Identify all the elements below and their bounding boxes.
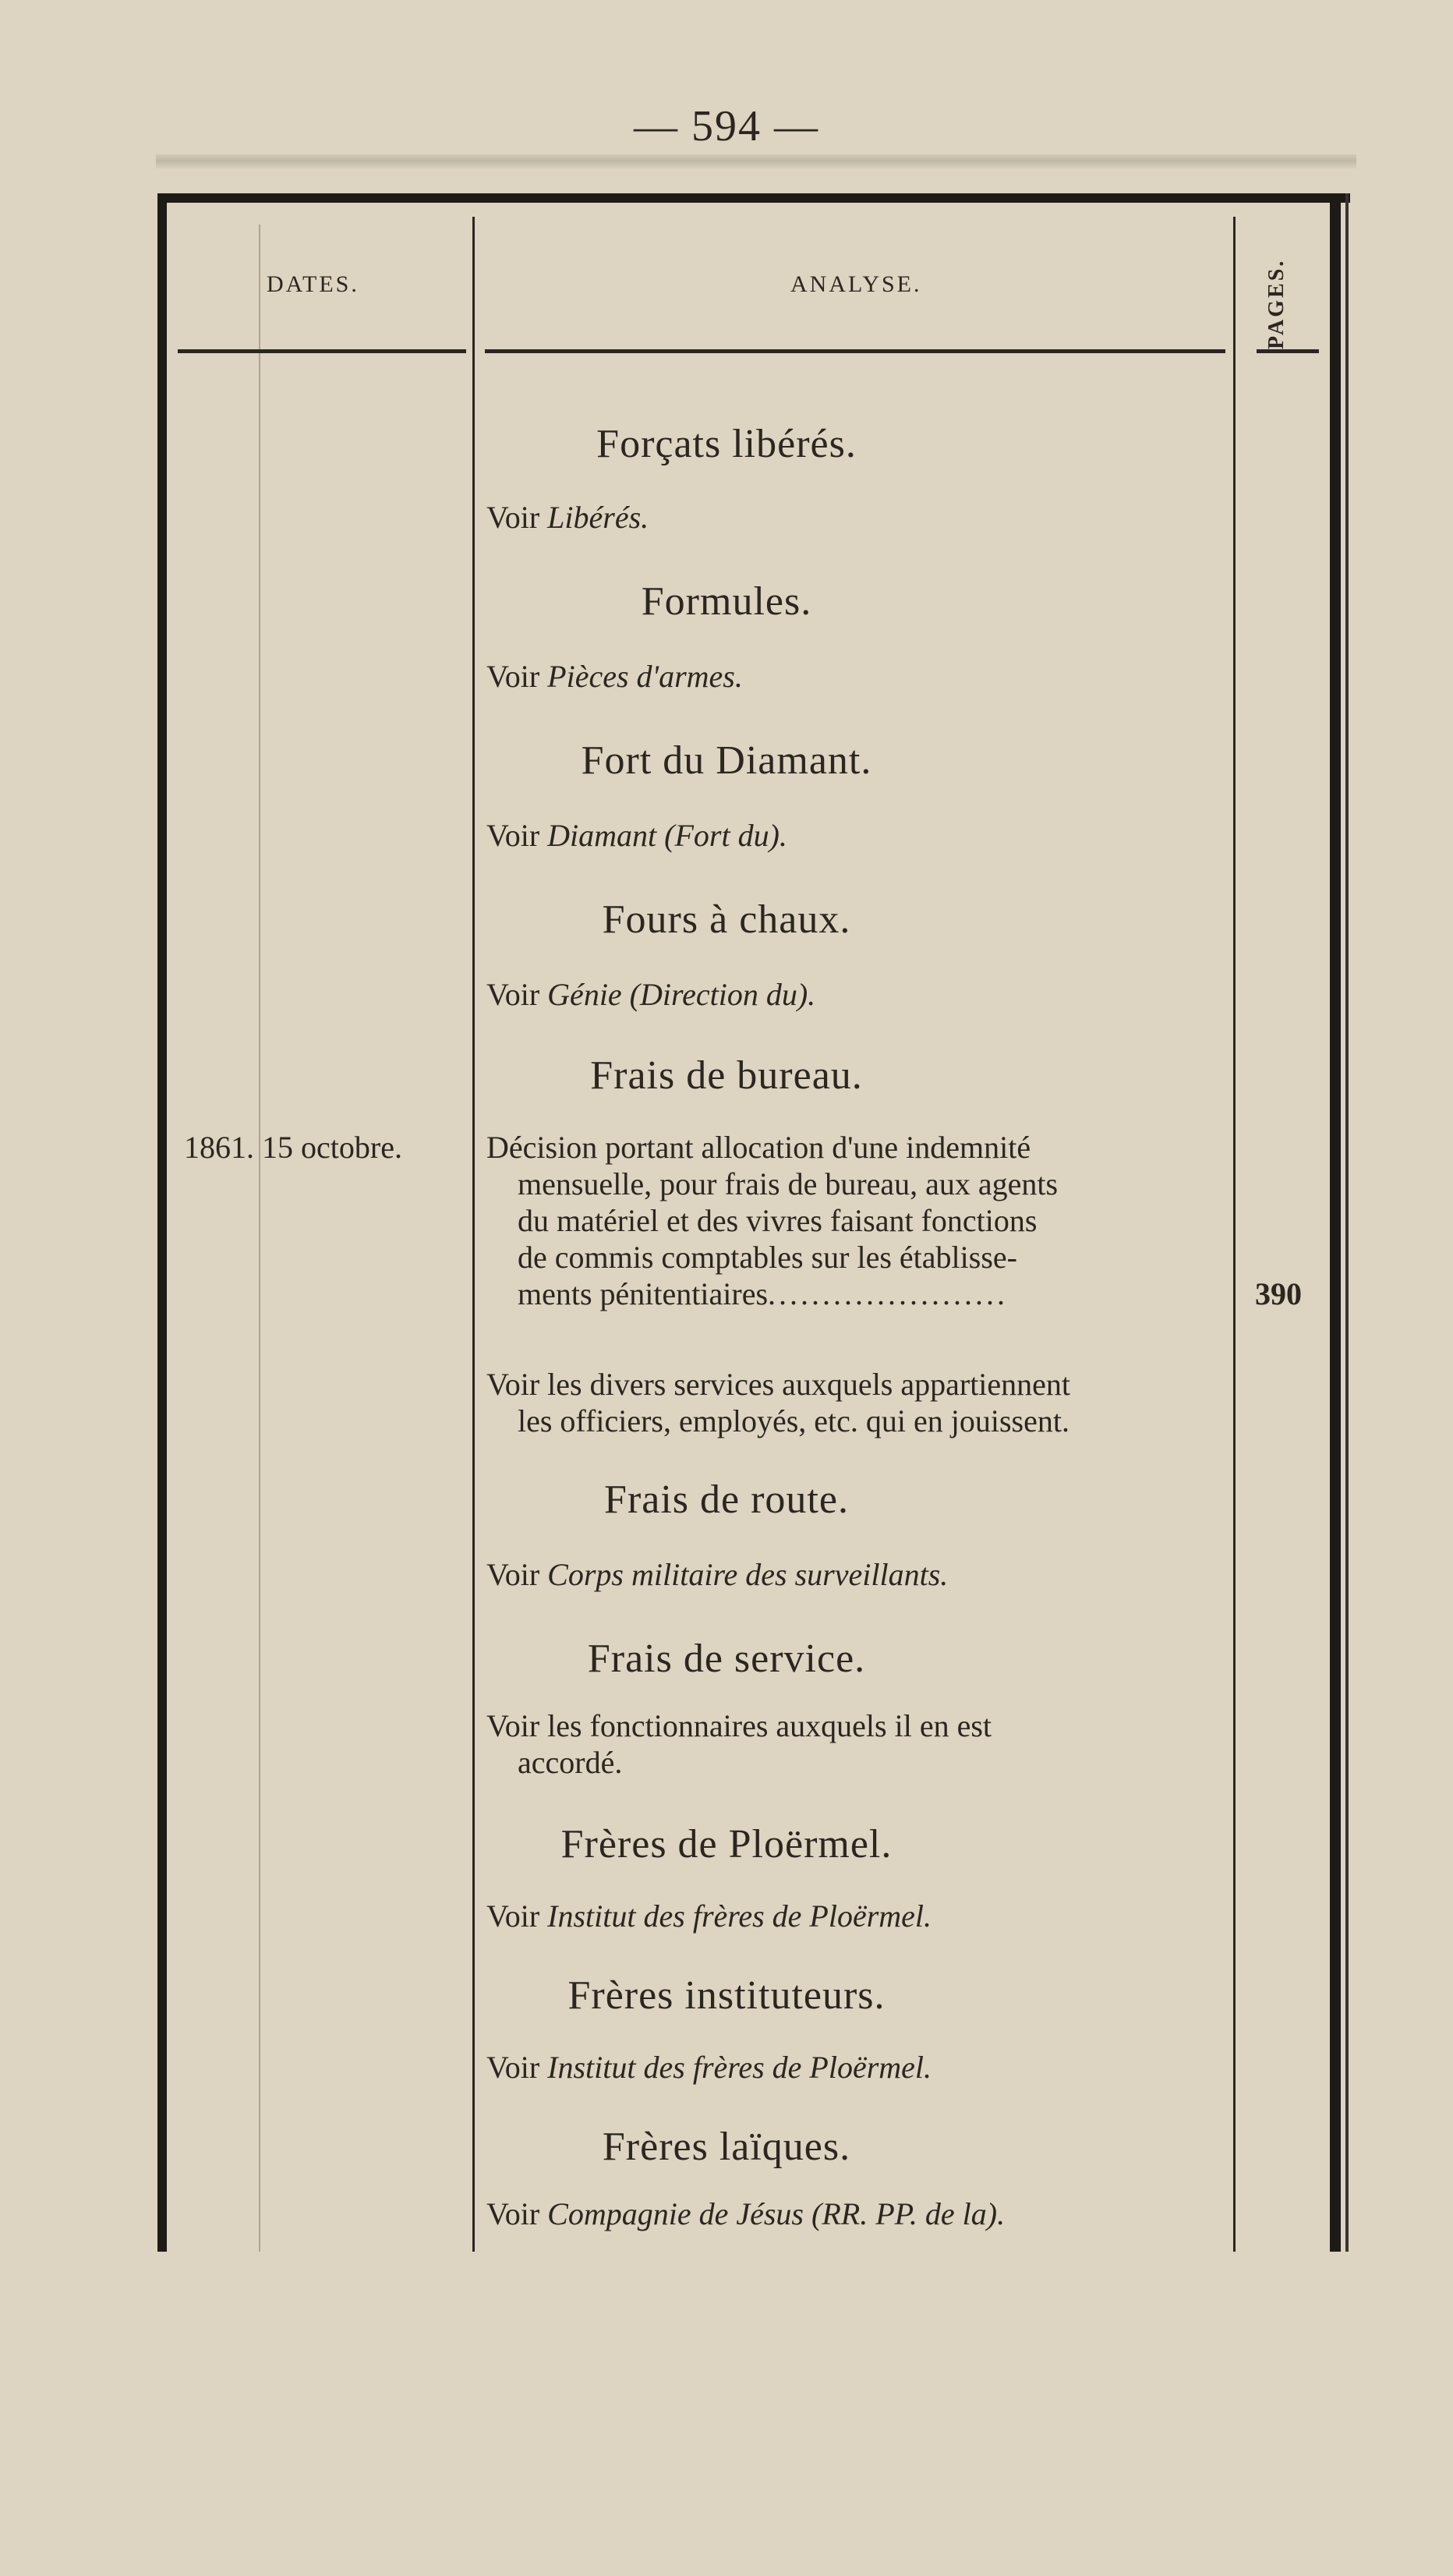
table-border-top: [157, 193, 1350, 203]
entry-reference: [486, 2049, 932, 2086]
page-reference: 390: [1255, 1276, 1302, 1311]
voir-label: Voir: [486, 2196, 540, 2231]
reference-target: Institut des frères de Ploërmel.: [547, 2050, 932, 2085]
entry-reference: [486, 1556, 948, 1593]
description-line: accordé.: [518, 1745, 623, 1780]
column-rule-faint: [259, 225, 260, 2252]
entry-heading: Frais de bureau.: [590, 1053, 863, 1098]
table-border-left: [157, 193, 167, 2252]
entry-heading: Frères de Ploërmel.: [560, 1822, 893, 1867]
description-last-line: [486, 1276, 1243, 1312]
reference-target: Corps militaire des surveillants.: [547, 1557, 949, 1592]
top-rule: [156, 154, 1356, 168]
entry-reference: [486, 1898, 932, 1934]
reference-target: Libérés.: [547, 500, 649, 535]
header-separator-analyse: [485, 349, 1225, 353]
entry-heading: Frères instituteurs.: [567, 1973, 886, 2018]
entry-reference: [486, 658, 743, 695]
entry-heading: Frères laïques.: [602, 2125, 851, 2169]
column-header-dates: DATES.: [267, 271, 359, 297]
description-line: du matériel et des vivres faisant fonctions: [518, 1203, 1038, 1238]
description-line: de commis comptables sur les établisse-: [518, 1240, 1017, 1275]
description-line: Voir les fonctionnaires auxquels il en est: [486, 1708, 992, 1743]
voir-label: Voir: [486, 2050, 540, 2085]
column-header-pages: PAGES.: [1264, 258, 1289, 349]
voir-label: Voir: [486, 1898, 540, 1934]
description-line: Décision portant allocation d'une indemnité: [486, 1130, 1031, 1165]
voir-label: Voir: [486, 500, 540, 535]
entry-heading: Forçats libérés.: [596, 422, 857, 466]
reference-target: Institut des frères de Ploërmel.: [547, 1898, 932, 1934]
reference-target: Génie (Direction du).: [547, 977, 816, 1012]
page-number: — 594 —: [634, 102, 819, 150]
column-rule-dates: [472, 217, 475, 2252]
header-separator-dates: [178, 349, 466, 353]
entry-description: [486, 1129, 1243, 1312]
description-line: mensuelle, pour frais de bureau, aux agents: [518, 1166, 1059, 1201]
column-header-analyse: ANALYSE.: [790, 271, 922, 297]
entry-heading: Frais de service.: [587, 1637, 866, 1681]
entry-reference: [486, 976, 815, 1013]
entry-heading: Frais de route.: [604, 1477, 849, 1522]
entry-date: 1861. 15 octobre.: [184, 1130, 402, 1165]
entry-heading: Formules.: [641, 579, 812, 624]
entry-reference: [486, 2196, 1005, 2232]
reference-target: Diamant (Fort du).: [547, 818, 787, 853]
leader-dots: ......................: [768, 1276, 1009, 1311]
entry-note: [486, 1366, 1243, 1439]
voir-label: Voir: [486, 977, 540, 1012]
note-line: Voir les divers services auxquels appartiennent: [486, 1367, 1071, 1402]
table-border-right-inner: [1345, 193, 1349, 2252]
voir-label: Voir: [486, 659, 540, 694]
entry-reference: [486, 499, 649, 536]
reference-target: Pièces d'armes.: [547, 659, 743, 694]
reference-target: Compagnie de Jésus (RR. PP. de la).: [547, 2196, 1006, 2231]
description-line: ments pénitentiaires: [518, 1276, 769, 1311]
header-separator-pages: [1257, 349, 1319, 353]
note-line: les officiers, employés, etc. qui en jouissent.: [518, 1403, 1069, 1438]
voir-label: Voir: [486, 1557, 540, 1592]
entry-heading: Fours à chaux.: [602, 897, 851, 942]
entry-description: [486, 1707, 1243, 1781]
entry-reference: [486, 817, 787, 854]
voir-label: Voir: [486, 818, 540, 853]
entry-heading: Fort du Diamant.: [581, 738, 872, 783]
table-border-right: [1330, 193, 1341, 2252]
